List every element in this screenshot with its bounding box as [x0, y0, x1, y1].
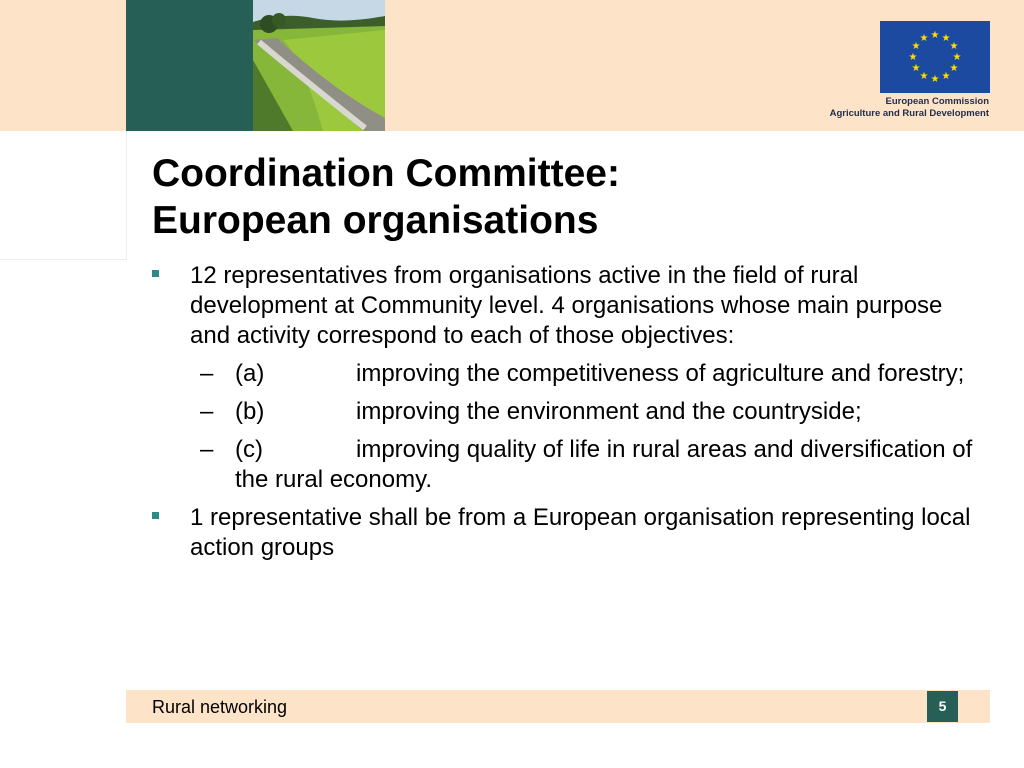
sub-item-label: (b)	[235, 398, 265, 425]
eu-flag-icon	[880, 21, 990, 93]
sub-item-b	[152, 397, 982, 427]
square-bullet-icon	[152, 512, 159, 519]
sub-item-text: improving quality of life in rural areas and diversification of the rural economy.	[235, 436, 973, 493]
org-department: Agriculture and Rural Development	[829, 108, 989, 119]
header-green-block	[126, 0, 253, 131]
slide-body	[152, 261, 982, 571]
svg-text:★: ★	[919, 33, 929, 44]
left-white-box	[0, 131, 127, 260]
sub-item-text: improving the competitiveness of agriculture and forestry;	[356, 360, 965, 387]
svg-text:★: ★	[941, 33, 951, 44]
svg-text:★: ★	[952, 52, 962, 63]
bullet-text: 1 representative shall be from a European organisation representing local action groups	[190, 504, 971, 561]
sub-item-text: improving the environment and the countryside;	[356, 398, 862, 425]
svg-text:★: ★	[919, 71, 929, 82]
svg-text:★: ★	[941, 71, 951, 82]
dash-icon: –	[200, 436, 214, 463]
svg-text:★: ★	[911, 41, 921, 52]
footer-title: Rural networking	[152, 697, 288, 717]
landscape-photo	[253, 0, 385, 131]
sub-item-c	[152, 435, 982, 495]
svg-text:★: ★	[911, 63, 921, 74]
slide-title-line2: European organisations	[152, 199, 599, 242]
sub-item-a	[152, 359, 982, 389]
org-name: European Commission	[885, 96, 989, 107]
bullet-text: 12 representatives from organisations active in the field of rural development at Community level. 4 organisations whose main purpose and activity correspond to each of those objectives:	[190, 262, 943, 349]
svg-text:★: ★	[930, 30, 940, 41]
page-number: 5	[927, 691, 958, 722]
square-bullet-icon	[152, 270, 159, 277]
dash-icon: –	[200, 360, 214, 387]
slide-title	[152, 150, 992, 244]
sub-item-label: (c)	[235, 436, 263, 463]
bullet-item	[152, 503, 982, 563]
bullet-item	[152, 261, 982, 351]
sub-item-label: (a)	[235, 360, 265, 387]
dash-icon: –	[200, 398, 214, 425]
slide-title-line1: Coordination Committee:	[152, 152, 620, 195]
svg-text:★: ★	[949, 63, 959, 74]
svg-text:★: ★	[930, 74, 940, 85]
svg-text:★: ★	[908, 52, 918, 63]
svg-text:★: ★	[949, 41, 959, 52]
